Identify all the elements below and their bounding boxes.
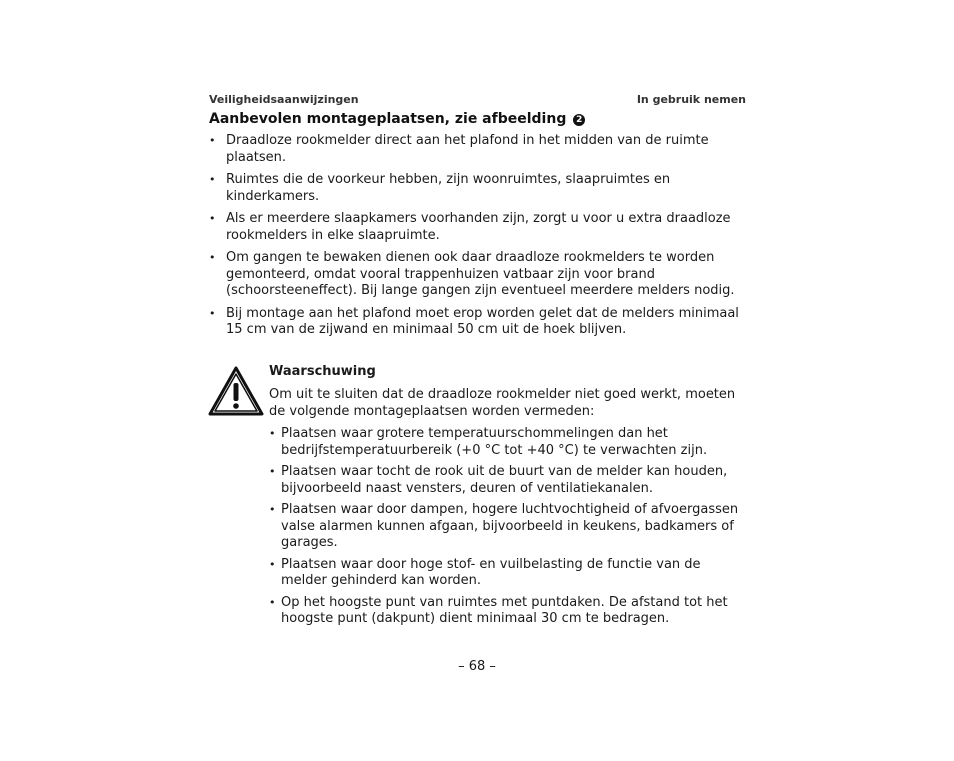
warning-intro: Om uit te sluiten dat de draadloze rookmelder niet goed werkt, moeten de volgende montageplaatsen worden vermeden: xyxy=(269,387,736,419)
bullet-icon: • xyxy=(269,503,276,516)
figure-reference-badge: 2 xyxy=(573,114,585,126)
list-item: • Bij montage aan het plafond moet erop worden gelet dat de melders minimaal 15 cm van de zijwand en minimaal 50 cm uit de hoek blijven. xyxy=(209,305,739,337)
bullet-icon: • xyxy=(209,306,216,320)
bullet-icon: • xyxy=(269,595,276,609)
bullet-icon: • xyxy=(269,427,276,440)
list-item: • Om gangen te bewaken dienen ook daar draadloze rookmelders te worden gemonteerd, omdat vooral trappenhuizen vatbaar zijn voor brand (schoorsteeneffect). Bij lange gangen zijn eventueel meerdere melders nodig. xyxy=(209,250,735,298)
warning-triangle-icon xyxy=(208,366,264,416)
list-item: • Ruimtes die de voorkeur hebben, zijn woonruimtes, slaapruimtes en kinderkamers. xyxy=(209,172,671,204)
bullet-icon: • xyxy=(269,465,276,478)
list-item: • Draadloze rookmelder direct aan het plafond in het midden van de ruimte plaatsen. xyxy=(209,133,709,165)
list-item: • Plaatsen waar grotere temperatuurschommelingen dan het bedrijfstemperatuurbereik (+0 °C tot +40 °C) te verwachten zijn. xyxy=(269,426,708,458)
list-item: • Plaatsen waar door dampen, hogere luchtvochtigheid of afvoergassen valse alarmen kunnen afgaan, bijvoorbeeld in keukens, badkamers of garages. xyxy=(269,502,739,550)
bullet-icon: • xyxy=(269,557,276,571)
mounting-recommendations-list xyxy=(209,133,749,345)
list-item: • Plaatsen waar tocht de rook uit de buurt van de melder kan houden, bijvoorbeeld naast vensters, deuren of ventilatiekanalen. xyxy=(269,464,728,496)
header-chapter-label: In gebruik nemen xyxy=(636,93,746,106)
bullet-icon: • xyxy=(209,251,216,264)
bullet-icon: • xyxy=(209,212,216,225)
section-title-text: Aanbevolen montageplaatsen, zie afbeelding xyxy=(209,111,567,127)
list-item: • Op het hoogste punt van ruimtes met puntdaken. De afstand tot het hoogste punt (dakpunt) dient minimaal 30 cm te bedragen. xyxy=(269,594,728,626)
section-title xyxy=(209,110,585,128)
warning-locations-list xyxy=(269,426,749,628)
header-section-label: Veiligheidsaanwijzingen xyxy=(209,93,359,106)
page-number: – 68 – xyxy=(458,659,496,674)
bullet-icon: • xyxy=(209,134,216,147)
bullet-icon: • xyxy=(209,173,216,186)
warning-heading: Waarschuwing xyxy=(269,364,376,379)
running-header xyxy=(209,93,746,107)
list-item: • Als er meerdere slaapkamers voorhanden zijn, zorgt u voor u extra draadloze rookmelders in elke slaapruimte. xyxy=(209,211,731,243)
warning-block xyxy=(269,363,749,633)
list-item: • Plaatsen waar door hoge stof- en vuilbelasting de functie van de melder gehinderd kan worden. xyxy=(269,556,701,588)
